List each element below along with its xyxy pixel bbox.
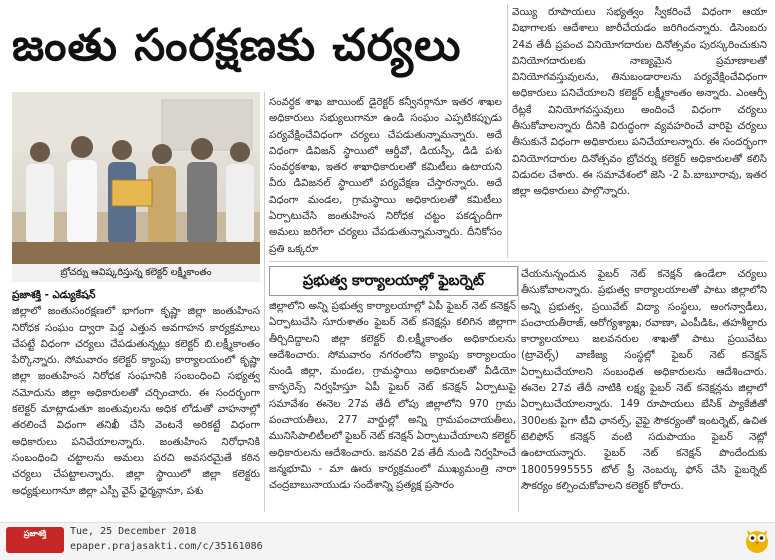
headline: జంతు సంరక్షణకు చర్యలు <box>12 20 462 71</box>
photo-caption: బ్రోచర్ను ఆవిష్కరిస్తున్న కలెక్టర్ లక్ష్మీకాంతం <box>12 264 260 282</box>
fibernet-subhead: ప్రభుత్వ కార్యాలయాల్లో ఫైబర్నెట్ <box>269 266 518 296</box>
publisher-logo-text: ప్రజాశక్తి <box>23 529 47 538</box>
people-photo-icon <box>12 92 260 264</box>
left-article-body: జిల్లాలో జంతుసంరక్షణలో భాగంగా కృష్ణా జిల్లా జంతుహింస నిరోధక సంఘం ద్వారా పెద్ద ఎత్తున అవగాహన కార్యక్రమాలు చేపట్టే విధంగా చర్యలు చేపడుతున్నట్లు కలెక్టర్ బి.లక్ష్మీకాంతం పేర్కొన్నారు. సోమవారం కలెక్టర్ క్యాంపు కార్యాలయంలో కృష్ణా జిల్లా జంతుహింస నిరోధక సంఘానికి సంబంధించి సభ్యత్వ నమోదును జిల్లా అధికారులతో చర్చించారు. ఈ సందర్భంగా కలెక్టర్ మాట్లాడుతూ జంతువులను అధిక లోడుతో వాహనాల్లో తరలించే విధంగా తనిఖీ చేసి వెంటనే అరికట్టే విధంగా అధికారులు పనిచేయాలన్నారు. జంతుహింస నిరోధానికి సంబంధించి చట్టాలను అమలు పరచి అవసరమైతే కఠిన చర్యలు చేపట్టాలన్నారు. జిల్లా స్థాయిలో జిల్లా కలెక్టరు అధ్యక్షులుగానూ జిల్లా ఎస్పీ వైస్ ఛైర్మన్గానూ, పశు <box>12 305 260 497</box>
fibernet-article-right <box>521 266 767 512</box>
footer-date: Tue, 25 December 2018 <box>70 526 197 537</box>
section-divider <box>269 261 767 262</box>
middle-top-body: సంవర్ధక శాఖ జాయింట్ డైరెక్టర్ కన్వీనర్గానూ ఇతర శాఖల అధికారులు సభ్యులుగానూ ఉండి సంఘం ఎప్పటికప్పుడు పర్యవేక్షించేవిధంగా చర్యలు చేపడుతున్నామన్నారు. అదే విధంగా డివిజన్ స్థాయిలో ఆర్డీవో, డియస్పీ, డిడి పశు సంవర్ధకశాఖ, ఇతర శాఖాధికారులతో కమిటీలు ఉటాయని వీరు డివిజనల్ స్థాయిలో పర్యవేక్షణ చేస్తారన్నారు. అదే విధంగా మండల, గ్రామస్థాయి అధికారులతో కమిటీలు ఏర్పాటుచేసి జంతుహింస నిరోధక చట్టం పకడ్బందీగా అమలు జరిగేలా చర్యలు చేపడుతున్నామన్నారు. దీనికోసం ప్రతి ఒక్కరూ <box>269 96 502 255</box>
column-divider <box>264 92 265 512</box>
owl-icon <box>744 526 770 554</box>
middle-top-article <box>269 94 502 258</box>
footer-url[interactable]: epaper.prajasakti.com/c/35161086 <box>70 541 263 552</box>
right-top-body: వెయ్యి రూపాయలు సభ్యత్వం స్వీకరించే విధంగా ఆయా విభాగాలకు ఆదేశాలు జారీచేయడం జరిగిందన్నారు. డిసెంబరు 24వ తేదీ ప్రపంచ వినియోగదారుల దినోత్సవం పురస్కరించుకుని వినియోగదారులకు నాణ్యమైన ప్రమాణాలతో వినియోగవస్తువులను, తినుబండారాలను పర్యవేక్షించేవిధంగా అధికారులు పనిచేయాలని కలెక్టర్ లక్ష్మీకాంతం అన్నారు. ఎంఆర్పీ రేట్లకే వినియోగవస్తువులు అందించే విధంగా చర్యలు తీసుకోవాలన్నారు దీనికి విరుద్ధంగా వ్యవహరించే వారిపై చర్యలు తీసుకునే విధంగా అధికారులు పనిచేయాలన్నారు. ఈ సందర్భంగా వినియోగదారుల దినోత్సవం బ్రోచర్ను కలెక్టర్ అధికారులతో కలిసి విడుదల చేశారు. ఈ సమావేశంలో జెసి -2 పి.బాబూరావు, ఇతర జిల్లా అధికారులు పాల్గొన్నారు. <box>512 6 767 198</box>
column-divider <box>507 4 508 258</box>
fibernet-article-middle <box>269 298 516 512</box>
fibernet-body-right: చేయనున్నందున ఫైబర్ నెట్ కనెక్షన్ ఉండేలా చర్యలు తీసుకోవాలన్నారు. ప్రభుత్వ కార్యాలయాలతో పాటు జిల్లాలోని అన్ని ప్రభుత్వ, ప్రయివేట్ విద్యా సంస్థలు, అంగన్వాడీలు, పంచాయతీరాజ్, ఆరోగ్యశ్యాఖ, రవాణా, ఎంపీడిఓ, తహశీల్దారు కార్యాలయాలు జలవనరుల శాఖతో పాటు ప్రయివేటు (ట్రావెల్స్) వాణిజ్య సంస్థల్లో ఫైబర్ నెట్ కనెక్షన్ ఏర్పాటుచేయాలని సంబంధిత అధికారులను ఆదేశించారు. ఈనెల 27వ తేదీ నాటికి లక్ష్య ఫైబర్ నెట్ కనెక్షన్లను జిల్లాలో ఏర్పాటుచేయాలన్నారు. 149 రూపాయలు బేసిక్ ప్యాకేజీతో 300లకు పైగా టీవి ఛానల్స్, వైఫై సౌకర్యంతో ఇంటర్నెట్, ఉచిత టెలిఫోన్ కనెక్షన్ వంటి సదుపాయం ఫైబర్ నెట్లో ఉంటాయన్నారు. ఫైబర్ నెట్ కనెక్షన్ పొందేందుకు 18005995555 టోల్ ఫ్రీ నెంబర్కు ఫోన్ చేసి ఫైబర్నెట్ సౌకర్యం కల్పించుకోవాలని కలెక్టర్ కోరారు. <box>521 268 767 492</box>
fibernet-body-middle: జిల్లాలోని అన్ని ప్రభుత్వ కార్యాలయాల్లో ఏపీ ఫైబర్ నెట్ కనెక్షన్ ఏర్పాటుచేసి సూరుశాతం ఫైబర్ నెట్ కనెక్షన్లు కలిగిన జిల్లాగా తీర్చిదిద్దాలని జిల్లా కలెక్టర్ బి.లక్ష్మీకాంతం అధికారులను ఆదేశించారు. సోమవారం నగరంలోని క్యాంపు కార్యాలయం నుండి జిల్లా, మండల, గ్రామస్థాయి అధికారులతో వీడియో కాన్ఫరెన్స్ నిర్వహిస్తూ ఏపీ ఫైబర్ నెట్ కనెక్షన్ ఏర్పాటుపై సమావేశం ఈనెల 27వ తేదీ లోపు జిల్లాలోని 970 గ్రామ పంచాయతీలు, 277 వార్డుల్లో అన్ని గ్రామపంచాయతీలు, మునిసిపాలిటీలలో ఫైబర్ నెట్ కనెక్షన్ ఏర్పాటుచేయాలని కలెక్టర్ అధికారులను ఆదేశించారు. జనవరి 2వ తేదీ నుండి నిర్వహించే జన్మభూమి - మా ఊరు కార్యక్రమంలో ముఖ్యమంత్రి నారా చంద్రబాబునాయుడు సందేశాన్ని ప్రత్యక్ష ప్రసారం <box>269 300 516 492</box>
left-article-dateline: ప్రజాశక్తి - ఎడ్యుకేషన్ <box>12 289 96 301</box>
publisher-logo[interactable] <box>6 527 64 553</box>
column-divider <box>518 266 519 512</box>
left-article <box>12 287 260 511</box>
news-photo <box>12 92 260 264</box>
right-top-article <box>512 4 767 258</box>
